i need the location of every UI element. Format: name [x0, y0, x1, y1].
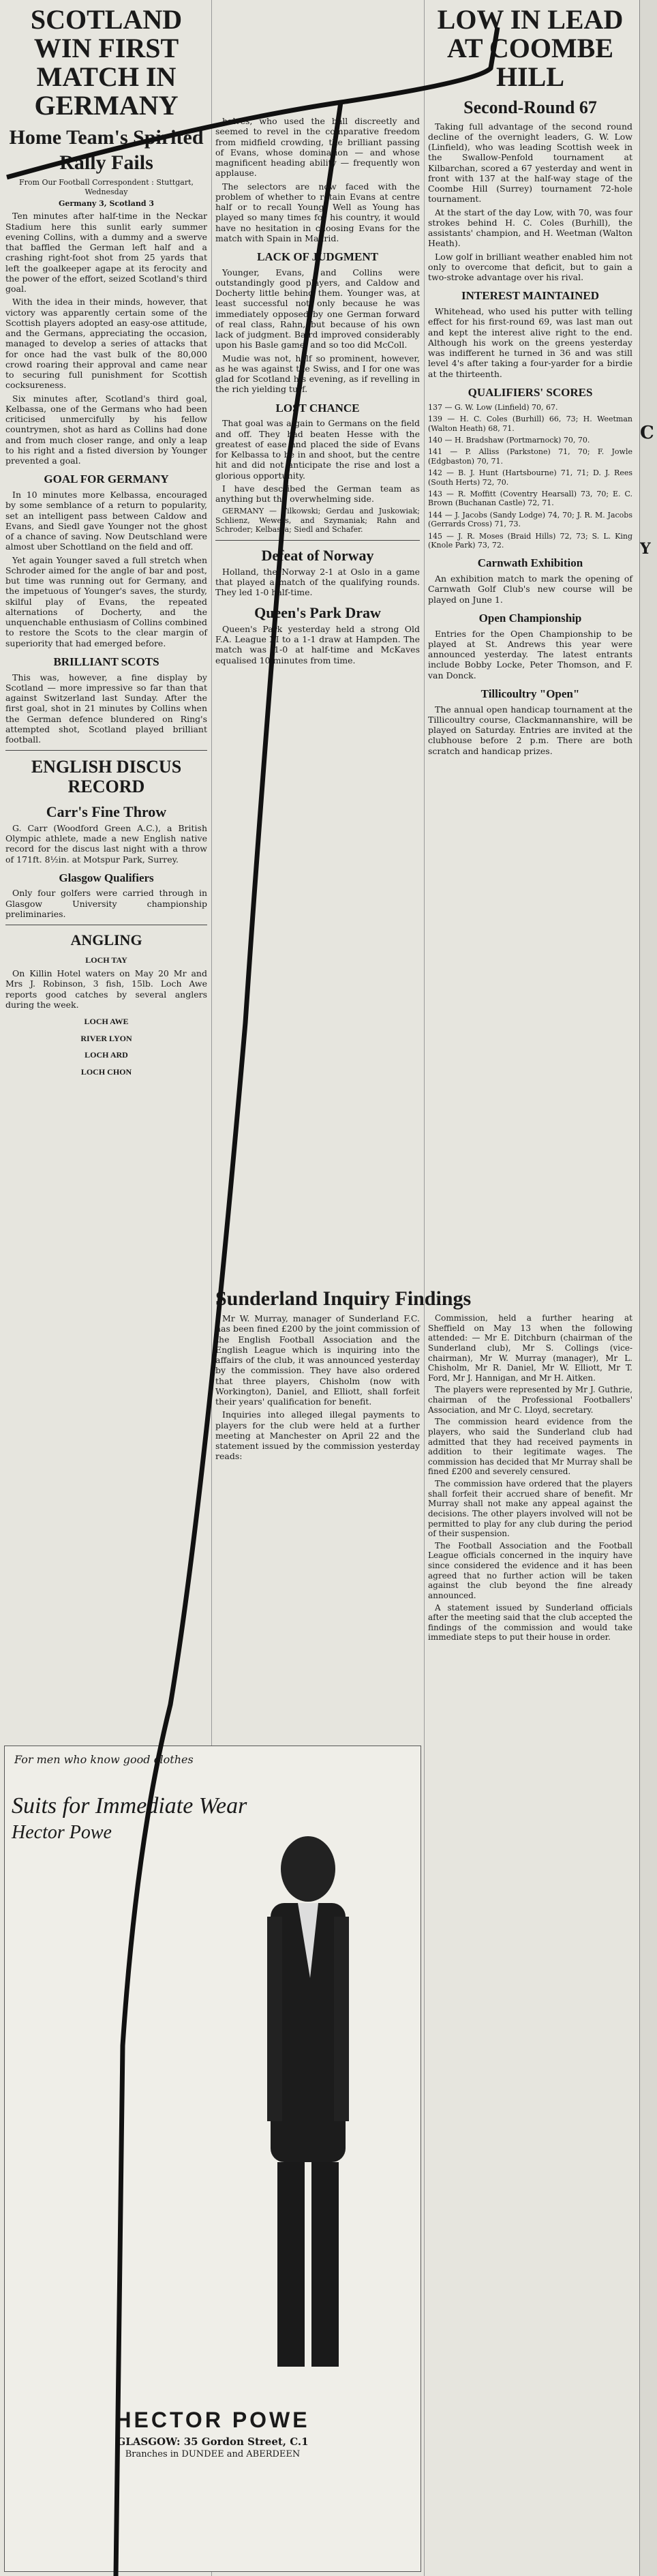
subhead: LOCH TAY [85, 955, 127, 965]
advert-brand-small: Hector Powe [12, 1822, 112, 1843]
paragraph: Six minutes after, Scotland's third goal, Kelbassa, one of the Germans who had been criticised unmercifully by his fellow countrymen, shot as hard as Collins had done and from much closer range, and only a leap to his right and a fisted diversion by Younger prevented a goal. [5, 393, 207, 466]
paragraph: The commission have ordered that the players shall forfeit their accrued share of benefit. Mr Murray shall not make any appeal against the decisions. The other players involved will not be permitted to play for any club during the period of their suspension. [428, 1479, 632, 1539]
score-row: 137 — G. W. Low (Linfield) 70, 67. [428, 402, 558, 412]
paragraph: The annual open handicap tournament at the Tillicoultry course, Clackmannanshire, will be played on Saturday. Entries are invited at the clubhouse before 2 p.m. There are both scratch and handicap prizes. [428, 704, 632, 756]
paragraph: Yet again Younger saved a full stretch when Schroder aimed for the angle of bar and post, but time was running out for Germany, and the impetuous of Younger's saves, the sturdy, skilful play of Evans, the repeated alternations of Docherty, and the unquenchable enthusiasm of Collins combined to restore the Scots to the clear margin of superiority that had emerged before. [5, 554, 207, 648]
paragraph: Entries for the Open Championship to be played at St. Andrews this year were announced yesterday. The latest entrants include Bobby Locke, Peter Thomson, and F. van Donck. [428, 628, 632, 680]
byline: From Our Football Correspondent : Stuttgart, Wednesday [19, 178, 194, 196]
headline-norway: Defeat of Norway [261, 546, 374, 564]
advert-brand: HECTOR POWE [115, 2408, 310, 2432]
subhead: LOST CHANCE [275, 401, 360, 415]
score-row: 141 — P. Alliss (Parkstone) 71, 70; F. Jowle (Edgbaston) 70, 71. [428, 447, 632, 466]
subhead: RIVER LYON [80, 1033, 132, 1043]
paragraph: Holland, the Norway 2-1 at Oslo in a game that played a match of the qualifying rounds. They led 1-0 half-time. [215, 566, 420, 598]
team-list: GERMANY — Tilkowski; Gerdau and Juskowiak; Schlienz, Wewers, and Szymaniak; Rahn and Schroder; Kelbassa; Siedl and Schafer. [215, 507, 420, 535]
column-2 [215, 116, 420, 668]
subhead: Glasgow Qualifiers [59, 871, 154, 884]
subhead: Open Championship [478, 611, 582, 625]
paragraph: Ten minutes after half-time in the Neckar Stadium here this sunlit early summer evening Collins, with a dummy and a swerve that baffled the German left half and a crashing right-foot shot from 25 yards that left the goalkeeper agape at its ferocity and the power of the effort, seized Scotland's third goal. [5, 211, 207, 295]
subhead: BRILLIANT SCOTS [53, 655, 159, 668]
headline-angling: ANGLING [70, 931, 142, 949]
paragraph: Low golf in brilliant weather enabled him not only to overcome that deficit, but to gain a two-stroke advantage over his rival. [428, 251, 632, 283]
subhead: LOCH CHON [80, 1066, 132, 1077]
subhead: GOAL FOR GERMANY [44, 473, 169, 486]
column-4-fragment [639, 0, 657, 2576]
subhead: LOCH ARD [85, 1050, 128, 1060]
subhead: INTEREST MAINTAINED [461, 289, 599, 303]
paragraph: On Killin Hotel waters on May 20 Mr and Mrs J. Robinson, 3 fish, 15lb. Loch Awe reports good catches by several anglers during the week. [5, 968, 207, 1010]
score-row: 143 — R. Moffitt (Coventry Hearsall) 73, 70; E. C. Brown (Buchanan Castle) 72, 71. [428, 489, 632, 508]
subhead: QUALIFIERS' SCORES [468, 385, 593, 399]
paragraph: With the idea in their minds, however, that victory was apparently certain some of the Scottish players adopted an easy-ose attitude, and the Germans, appreciating the occasion, managed to develop a series of attacks that for once had the vast bulk of the 80,000 crowd roaring their approval and came near to securing full punishment for Scottish cocksureness. [5, 297, 207, 391]
paragraph: Inquiries into alleged illegal payments to players for the club were held at a further meeting at Manchester on April 22 and the statement issued by the commission yesterday reads: [215, 1409, 420, 1462]
score-row: 142 — B. J. Hunt (Hartsbourne) 71, 71; D. J. Rees (South Herts) 72, 70. [428, 468, 632, 487]
paragraph: That goal was a gain to Germans on the field and off. They had beaten Hesse with the greatest of ease and placed the side of Evans for Kelbassa to be in and shoot, but the centre hit and did not anticipate the rise and lost a glorious opportunity. [215, 418, 420, 481]
paragraph: I have described the German team as anything but the overwhelming side. [215, 483, 420, 505]
hector-powe-advert [4, 1746, 421, 2572]
advert-address: GLASGOW: 35 Gordon Street, C.1 [117, 2436, 309, 2448]
paragraph: An exhibition match to mark the opening of Carnwath Golf Club's new course will be played on June 1. [428, 573, 632, 605]
paragraph: The Football Association and the Football League officials concerned in the inquiry have since considered the evidence and it has been agreed that no further action will be taken against the club beyond the fine already announced. [428, 1540, 632, 1600]
paragraph: Commission, held a further hearing at Sheffield on May 13 when the following attended: — Mr E. Ditchburn (chairman of the Sunderland club), Mr S. Collings (vice-chairman), Mr W. Murray (manager), Mr L. Chisholm, Mr R. Daniel, Mr W. Elliott, Mr T. Ford, Mr J. Hannigan, and Mr H. Aitken. [428, 1313, 632, 1383]
advert-branches: Branches in DUNDEE and ABERDEEN [125, 2449, 301, 2459]
subhead: LACK OF JUDGMENT [257, 250, 378, 263]
score-row: 145 — J. R. Moses (Braid Hills) 72, 73; S. L. King (Knole Park) 73, 72. [428, 531, 632, 550]
headline-sunderland: Sunderland Inquiry Findings [215, 1287, 472, 1310]
paragraph: Mudie was not, half so prominent, however, as he was against the Swiss, and I for one was glad for Scotland his evening, as if revelling in the rich yielding turf. [215, 353, 420, 395]
paragraph: At the start of the day Low, with 70, was four strokes behind H. C. Coles (Burhill), the assistants' champion, and H. Weetman (Walton Heath). [428, 207, 632, 249]
headline-kicker-right: Second-Round 67 [463, 98, 597, 117]
subhead: LOCH AWE [84, 1017, 129, 1027]
paragraph: Whitehead, who used his putter with telling effect for his first-round 69, was last man out and kept the interest alive right to the end. Although his work on the greens yesterday was indifferent he turned in 36 and was still level 4's after taking a four-yarder for a birdie at the thirteenth. [428, 306, 632, 379]
paragraph: In 10 minutes more Kelbassa, encouraged by some semblance of a return to popularity, set an intelligent pass between Caldow and Evans, and Siedl gave Younger not the ghost of a chance of saving. Now Deutschland were almost uber Schottland on the field and off. [5, 490, 207, 552]
paragraph: G. Carr (Woodford Green A.C.), a British Olympic athlete, made a new English native record for the discus last night with a throw of 171ft. 8½in. at Motspur Park, Surrey. [5, 822, 207, 865]
paragraph: The commission heard evidence from the players, who said the Sunderland club had admitted that they had received payments in addition to their legitimate wages. The commission has decided that Mr Murray shall be fined £200 and severely censured. [428, 1417, 632, 1477]
headline-discus: ENGLISH DISCUS RECORD [31, 757, 182, 796]
subhead-carr: Carr's Fine Throw [46, 803, 167, 820]
advert-title: Suits for Immediate Wear [12, 1793, 247, 1818]
score-line: Germany 3, Scotland 3 [58, 199, 155, 208]
score-row: 140 — H. Bradshaw (Portmarnock) 70, 70. [428, 435, 590, 445]
paragraph: Younger, Evans, and Collins were outstandingly good players, and Caldow and Docherty little behind them. Younger was, at least successful not only because he was immediately opposed by one German forward of real class, Rahn, but because of his own lack of judgment. Baird improved considerably upon his Basle game, and so too did McColl. [215, 267, 420, 350]
headline-main-right: LOW IN LEAD AT COOMBE HILL [437, 4, 624, 92]
paragraph: Mr W. Murray, manager of Sunderland F.C. has been fined £200 by the joint commission of the English Football Association and the English League which is inquiring into the affairs of the club, it was announced yesterday by the commission. They have also ordered that three players, Chisholm (now with Workington), Daniel, and Elliott, shall forfeit their years' qualification for benefit. [215, 1313, 420, 1407]
column-1 [5, 0, 207, 1080]
fragment-letter: Y [640, 539, 651, 558]
paragraph: Taking full advantage of the second round decline of the overnight leaders, G. W. Low (Linfield), who was leading Scottish week in the Swallow-Penfold tournament at Kilbarchan, scored a 67 yesterday and went in front with 137 at the half-way stage of the Coombe Hill (Surrey) tournament 72-hole tournament. [428, 121, 632, 205]
man-in-suit-illustration [230, 1828, 386, 2387]
column-3 [428, 0, 632, 759]
sunderland-story [215, 1282, 632, 1645]
paragraph: The players were represented by Mr J. Guthrie, chairman of the Professional Footballers' Association, and Mr C. Lloyd, secretary. [428, 1385, 632, 1415]
subhead: Carnwath Exhibition [477, 556, 583, 570]
headline-main-left: SCOTLAND WIN FIRST MATCH IN GERMANY [30, 4, 183, 121]
advert-tagline: For men who know good clothes [14, 1753, 194, 1766]
headline-queens-park: Queen's Park Draw [254, 603, 381, 621]
headline-kicker-left: Home Team's Spirited Rally Fails [9, 126, 204, 174]
paragraph: Queen's Park yesterday held a strong Old F.A. League XI to a 1-1 draw at Hampden. The match was 1-0 at half-time and McKaves equalised 10 minutes from time. [215, 623, 420, 665]
subhead: Tillicoultry "Open" [480, 687, 580, 700]
score-row: 144 — J. Jacobs (Sandy Lodge) 74, 70; J. R. M. Jacobs (Gerrards Cross) 71, 73. [428, 510, 632, 529]
paragraph: A statement issued by Sunderland officials after the meeting said that the club accepted the findings of the commission and would take immediate steps to put their house in order. [428, 1602, 632, 1643]
score-row: 139 — H. C. Coles (Burhill) 66, 73; H. Weetman (Walton Heath) 68, 71. [428, 415, 632, 433]
paragraph: halves, who used the ball discreetly and seemed to revel in the comparative freedom from midfield crowding, the brilliant passing of Evans, whose domination — and whose magnificent heading ability — frequently won applause. [215, 116, 420, 179]
fragment-letter: C [640, 423, 654, 443]
paragraph: This was, however, a fine display by Scotland — more impressive so far than that against Switzerland last Sunday. After the first goal, shot in 21 minutes by Collins when the German defence blundered on Ring's attempted shot, Scotland played brilliant football. [5, 672, 207, 745]
paragraph: Only four golfers were carried through in Glasgow University championship preliminaries. [5, 888, 207, 919]
paragraph: The selectors are now faced with the problem of whether to retain Evans at centre half or to recall Young. Well as Young has played so many times for his country, it would have no hesitation in choosing Evans for the match with Spain in Madrid. [215, 181, 420, 243]
